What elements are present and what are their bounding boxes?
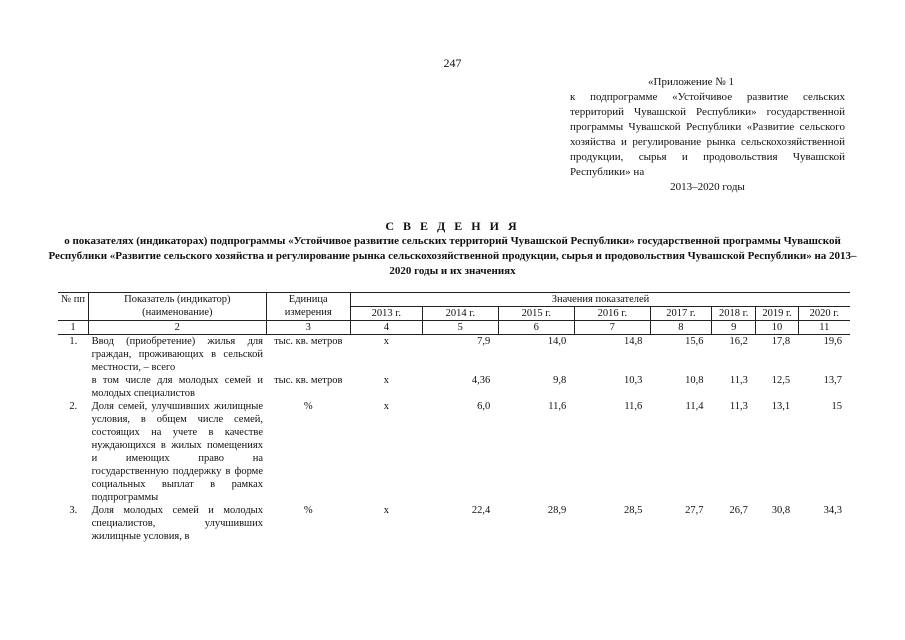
value-cell: 9,8 — [553, 375, 567, 386]
value-cell: 15 — [831, 401, 842, 412]
document-subtitle: о показателях (индикаторах) подпрограммы «Устойчивое развитие сельских территорий Чувашской Республики» государственной программы Чувашской Республики «Развитие сельского хозяйства и регулирование рынка сельскохозяйственной продукции, сырья и продовольствия Чувашской Республики» на 2013–2020 годы и их значениях — [48, 235, 857, 277]
value-cell: 15,6 — [685, 336, 704, 347]
row-number: 2. — [69, 401, 78, 412]
column-number: 8 — [650, 321, 711, 335]
value-cell: 19,6 — [823, 336, 842, 347]
unit-cell: % — [303, 505, 313, 516]
column-number: 1 — [58, 321, 89, 335]
value-cell: 11,6 — [548, 401, 567, 412]
value-cell: 10,8 — [685, 375, 704, 386]
row-number: 3. — [69, 505, 78, 516]
column-number: 2 — [89, 321, 266, 335]
header-year: 2014 г. — [422, 307, 498, 321]
page-number: 247 — [443, 56, 462, 70]
value-cell: 13,1 — [771, 401, 791, 412]
value-cell: 11,6 — [624, 401, 643, 412]
appendix-note — [570, 75, 845, 195]
value-cell: 14,0 — [547, 336, 567, 347]
value-cell: 14,8 — [623, 336, 643, 347]
value-cell: 30,8 — [771, 505, 791, 516]
indicator-name: Ввод (приобретение) жилья для граждан, проживающих в сельской местности, – всего — [91, 336, 263, 373]
column-number: 4 — [350, 321, 422, 335]
value-cell: 11,3 — [729, 375, 748, 386]
value-cell: 6,0 — [477, 401, 491, 412]
header-indicator: Показатель (индикатор) (наименование) — [89, 293, 266, 321]
header-num: № пп — [58, 293, 89, 321]
value-cell: 12,5 — [771, 375, 791, 386]
table-row — [58, 374, 850, 400]
appendix-body: к подпрограмме «Устойчивое развитие сельских территорий Чувашской Республики» государственной программы Чувашской Республики «Развитие сельского хозяйства и регулирование рынка сельскохозяйственной продукции, сырья и продовольствия Чувашской Республики» на — [570, 91, 845, 178]
value-cell: 22,4 — [471, 505, 491, 516]
unit-cell: тыс. кв. метров — [274, 375, 343, 386]
header-year: 2019 г. — [756, 307, 798, 321]
value-cell: х — [383, 401, 389, 412]
indicator-name: Доля семей, улучшивших жилищные условия, в общем числе семей, состоящих на учете в качестве нуждающихся в жилых помещениях и имеющих право на государственную поддержку в форме социальных выплат в рамках подпрограммы — [91, 401, 263, 503]
indicators-table — [58, 292, 850, 543]
value-cell: 28,5 — [623, 505, 643, 516]
value-cell: 26,7 — [729, 505, 748, 516]
header-values: Значения показателей — [350, 293, 850, 307]
value-cell: 27,7 — [685, 505, 704, 516]
column-number: 3 — [266, 321, 350, 335]
column-number: 11 — [798, 321, 850, 335]
value-cell: х — [383, 336, 389, 347]
header-year: 2018 г. — [712, 307, 756, 321]
appendix-title: «Приложение № 1 — [648, 76, 735, 88]
indicator-name: в том числе для молодых семей и молодых специалистов — [91, 375, 263, 399]
header-year: 2015 г. — [498, 307, 574, 321]
value-cell: 17,8 — [771, 336, 791, 347]
value-cell: 34,3 — [823, 505, 842, 516]
unit-cell: тыс. кв. метров — [274, 336, 343, 347]
column-number-row — [58, 321, 850, 335]
column-number: 6 — [498, 321, 574, 335]
value-cell: х — [383, 375, 389, 386]
column-number: 9 — [712, 321, 756, 335]
value-cell: 7,9 — [477, 336, 491, 347]
column-number: 10 — [756, 321, 798, 335]
row-number: 1. — [69, 336, 78, 347]
header-year: 2017 г. — [650, 307, 711, 321]
value-cell: 28,9 — [547, 505, 567, 516]
value-cell: 10,3 — [623, 375, 643, 386]
value-cell: х — [383, 505, 389, 516]
column-number: 7 — [574, 321, 650, 335]
indicator-name: Доля молодых семей и молодых специалистов, улучшивших жилищные условия, в — [91, 505, 263, 542]
value-cell: 11,3 — [729, 401, 748, 412]
value-cell: 16,2 — [729, 336, 748, 347]
unit-cell: % — [303, 401, 313, 412]
document-title: С В Е Д Е Н И Я — [385, 219, 520, 233]
header-year: 2020 г. — [798, 307, 850, 321]
row-number — [58, 374, 89, 400]
header-unit: Единица измерения — [266, 293, 350, 321]
table-row — [58, 504, 850, 543]
table-row — [58, 335, 850, 375]
value-cell: 11,4 — [685, 401, 704, 412]
value-cell: 13,7 — [823, 375, 842, 386]
table-row — [58, 400, 850, 504]
column-number: 5 — [422, 321, 498, 335]
header-year: 2013 г. — [350, 307, 422, 321]
header-year: 2016 г. — [574, 307, 650, 321]
value-cell: 4,36 — [471, 375, 491, 386]
appendix-years: 2013–2020 годы — [670, 181, 745, 193]
